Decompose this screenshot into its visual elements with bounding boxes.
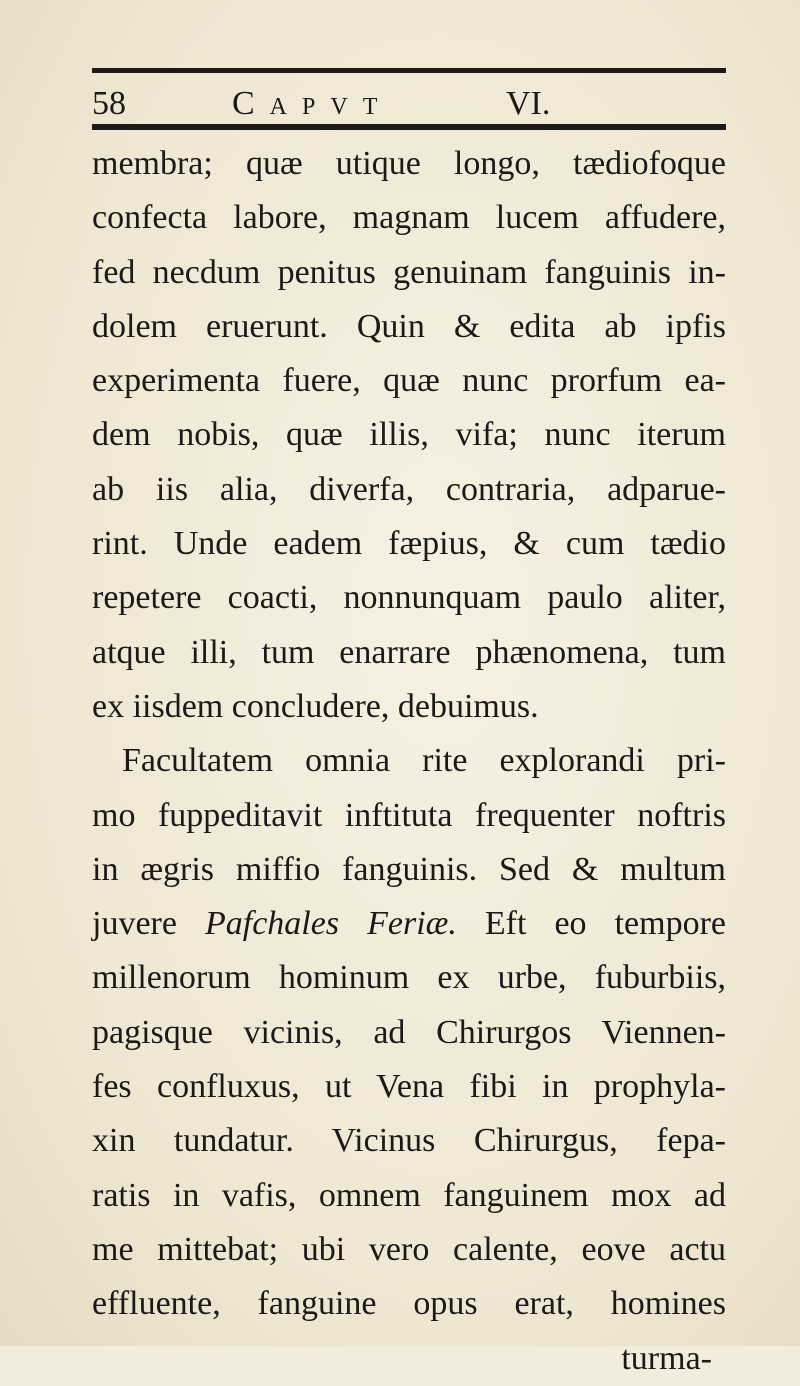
- text-line: atque illi, tum enarrare phænomena, tum: [92, 633, 726, 671]
- italic-phrase: Pafchales Feriæ.: [205, 905, 457, 943]
- text-line: fed necdum penitus genuinam fanguinis in-: [92, 253, 726, 291]
- text-line: pagisque vicinis, ad Chirurgos Viennen-: [92, 1013, 726, 1051]
- text-line: dem nobis, quæ illis, vifa; nunc iterum: [92, 416, 726, 454]
- text-line: confecta labore, magnam lucem affudere,: [92, 199, 726, 237]
- text-line: membra; quæ utique longo, tædiofoque: [92, 145, 726, 182]
- text-line: rint. Unde eadem fæpius, & cum tædio: [92, 525, 726, 563]
- text-line: repetere coacti, nonnunquam paulo aliter,: [92, 579, 726, 617]
- text-line: experimenta fuere, quæ nunc prorfum ea-: [92, 362, 726, 400]
- header-rule-top: [92, 68, 726, 73]
- catchword: turma-: [621, 1339, 712, 1377]
- text-line: fes confluxus, ut Vena fibi in prophyla-: [92, 1068, 726, 1106]
- text-line: millenorum hominum ex urbe, fuburbiis,: [92, 959, 726, 997]
- text-line: me mittebat; ubi vero calente, eove actu: [92, 1230, 726, 1268]
- paragraph-start-line: Facultatem omnia rite explorandi pri-: [122, 742, 726, 780]
- body-text: [92, 137, 726, 1386]
- text-line-with-italic: [92, 897, 726, 951]
- header-rule-bottom: [92, 124, 726, 130]
- chapter-title: Capvt: [232, 85, 393, 122]
- page-number: 58: [92, 85, 126, 122]
- text-line: ab iis alia, diverfa, contraria, adparue-: [92, 470, 726, 508]
- paragraph-end-line: ex iisdem concludere, debuimus.: [92, 687, 539, 725]
- text-segment: Eft eo tempore: [456, 905, 726, 943]
- text-line: mo fuppeditavit inftituta frequenter noftris: [92, 796, 726, 834]
- chapter-number: VI.: [506, 85, 551, 122]
- text-segment: juvere: [92, 905, 205, 943]
- running-head: [92, 84, 726, 124]
- text-line: in ægris miffio fanguinis. Sed & multum: [92, 850, 726, 888]
- text-line: dolem eruerunt. Quin & edita ab ipfis: [92, 307, 726, 345]
- text-line: ratis in vafis, omnem fanguinem mox ad: [92, 1176, 726, 1214]
- text-line: xin tundatur. Vicinus Chirurgus, fepa-: [92, 1122, 726, 1160]
- text-line: effluente, fanguine opus erat, homines: [92, 1285, 726, 1323]
